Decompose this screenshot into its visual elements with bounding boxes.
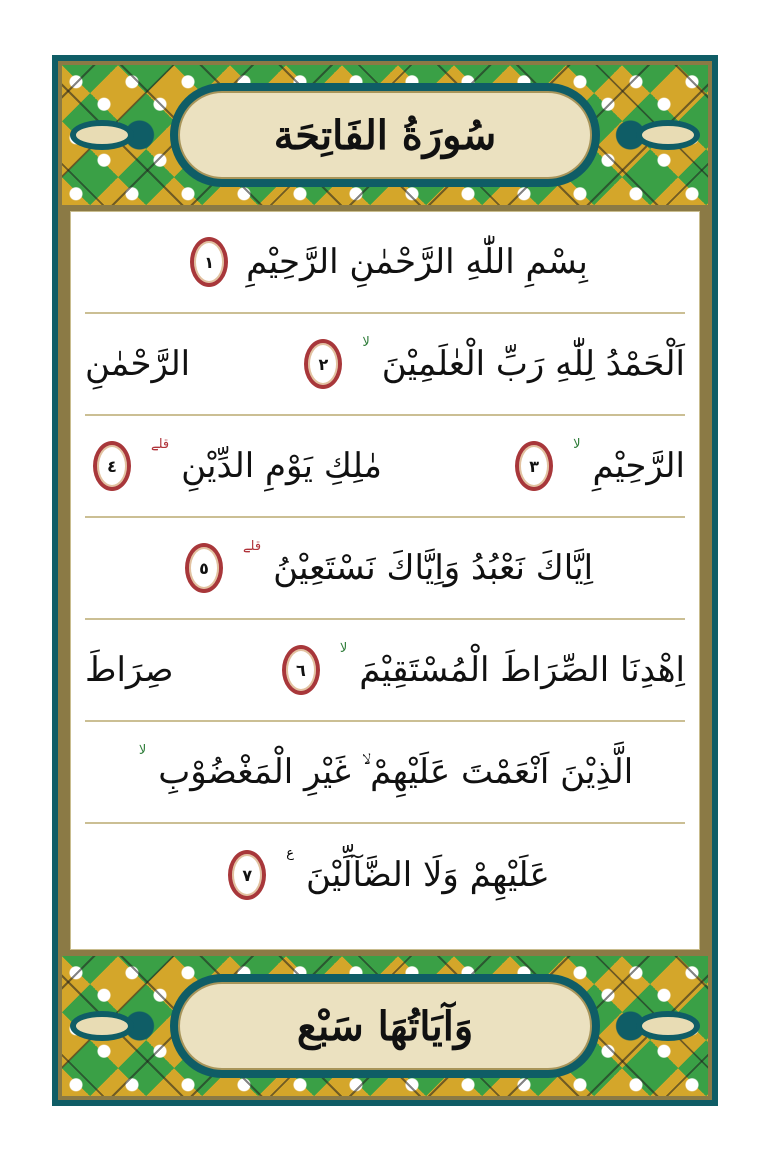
waqf-sign-icon: قلے [151, 436, 170, 452]
ayah-marker-icon: ٣ [515, 441, 553, 491]
ruku-sign-icon: ع [286, 845, 295, 861]
line-6 [85, 722, 685, 824]
ayah-count-cartouche [170, 974, 600, 1078]
mushaf-page [52, 55, 718, 1106]
waqf-sign-icon: لا [138, 742, 147, 758]
verse-text: اَلْحَمْدُ لِلّٰهِ رَبِّ الْعٰلَمِيْنَ [381, 344, 685, 384]
verse-text: الرَّحِيْمِ [592, 446, 685, 486]
ayah-marker-icon: ٧ [228, 850, 266, 900]
waqf-sign-icon: لا [339, 640, 348, 656]
waqf-sign-icon: لا [573, 436, 581, 452]
ayah-marker-icon: ٥ [185, 543, 223, 593]
verse-text: الرَّحْمٰنِ [85, 344, 191, 384]
footer-ornament-band [62, 956, 708, 1096]
surah-title-cartouche [170, 83, 600, 187]
verse-text: عَلَيْهِمْ وَلَا الضَّآلِّيْنَ [306, 855, 550, 895]
verse-text: بِسْمِ اللّٰهِ الرَّحْمٰنِ الرَّحِيْمِ [246, 242, 588, 282]
ayah-marker-icon: ١ [190, 237, 228, 287]
line-7 [85, 824, 685, 926]
ayah-marker-icon: ٦ [282, 645, 320, 695]
header-ornament-band [62, 65, 708, 205]
line-5 [85, 620, 685, 722]
verse-text: اِهْدِنَا الصِّرَاطَ الْمُسْتَقِيْمَ [359, 650, 685, 690]
line-3 [85, 416, 685, 518]
verse-text: اِيَّاكَ نَعْبُدُ وَاِيَّاكَ نَسْتَعِيْنُ [273, 548, 594, 588]
line-2 [85, 314, 685, 416]
ornament-medallion-icon [70, 1011, 134, 1041]
verse-text: مٰلِكِ يَوْمِ الدِّيْنِ [181, 446, 382, 486]
surah-title: سُورَةُ الفَاتِحَة [273, 111, 497, 159]
ornament-medallion-icon [636, 120, 700, 150]
ayah-marker-icon: ٤ [93, 441, 131, 491]
waqf-sign-icon: لا [362, 334, 370, 350]
ornament-medallion-icon [636, 1011, 700, 1041]
line-1 [85, 212, 685, 314]
page-frame [58, 61, 712, 1100]
verse-text: صِرَاطَ [85, 650, 174, 690]
verse-text: الَّذِيْنَ اَنْعَمْتَ عَلَيْهِمْ ۙ غَيْرِ الْمَغْضُوْبِ [158, 752, 634, 792]
verse-text-area [70, 211, 700, 950]
waqf-sign-icon: قلے [242, 538, 262, 554]
line-4 [85, 518, 685, 620]
ayah-count-label: وَآيَاتُهَا سَبْع [296, 1002, 474, 1050]
ornament-medallion-icon [70, 120, 134, 150]
ayah-marker-icon: ٢ [304, 339, 342, 389]
